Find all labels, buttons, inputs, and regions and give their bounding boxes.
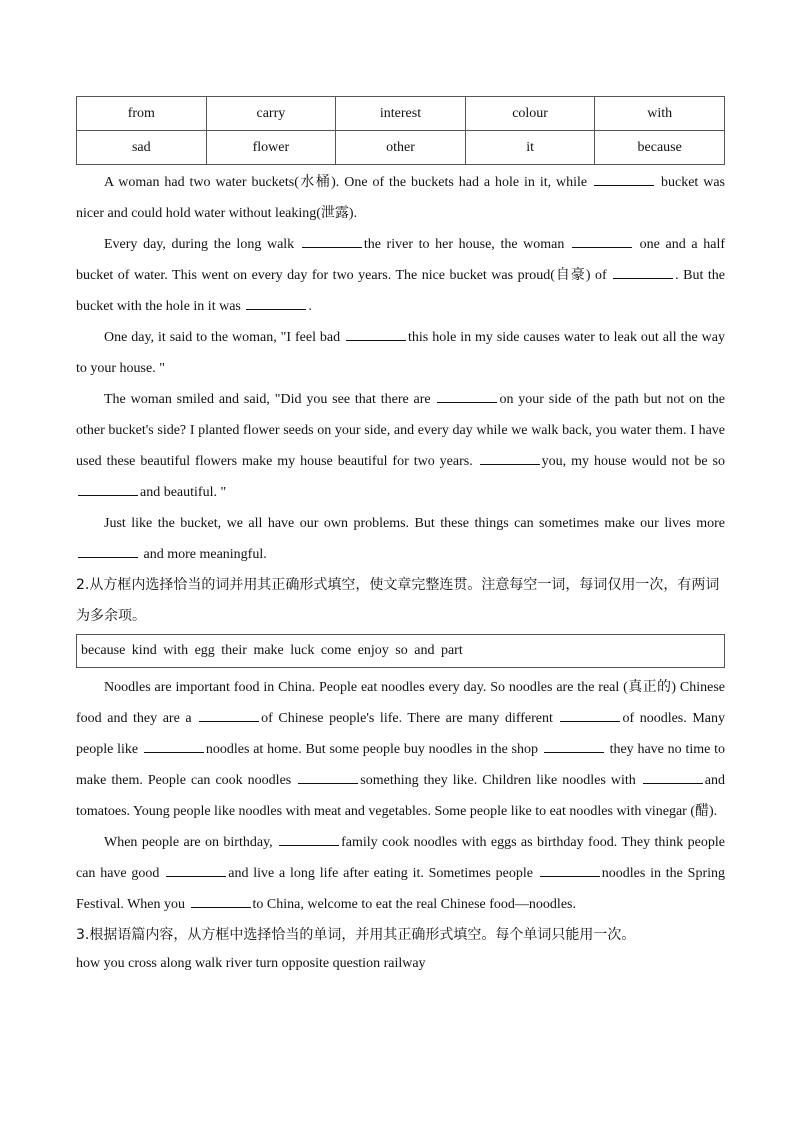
answer-blank[interactable] — [572, 233, 632, 248]
q1-paragraph-2 — [76, 229, 725, 322]
answer-blank[interactable] — [279, 831, 339, 846]
text-run: you, my house would not be so — [541, 454, 725, 469]
text-run: of noodles. Many people like — [76, 711, 725, 757]
text-run: The woman smiled and said, "Did you see that there are — [104, 392, 436, 407]
text-run: One day, it said to the woman, "I feel bad — [104, 330, 345, 345]
word-bank-table — [76, 96, 725, 165]
q2-options-box: because kind with egg their make luck come enjoy so and part — [76, 634, 725, 668]
text-run: they have no time to make them. People can cook noodles — [76, 742, 725, 788]
q2-heading: 2.从方框内选择恰当的词并用其正确形式填空，使文章完整连贯。注意每空一词，每词仅用一次，有两词为多余项。 — [76, 577, 720, 624]
text-run: noodles in the Spring Festival. When you — [76, 866, 725, 912]
answer-blank[interactable] — [166, 862, 226, 877]
text-run: something they like. Children like noodles with — [360, 773, 641, 788]
text-run: on your side of the path but not on the other bucket's side? I planted flower seeds on your side, and every day while we walk back, you water them. I have used these beautiful flowers make my house beautiful for two years. — [76, 392, 725, 469]
text-run: and more meaningful. — [140, 547, 267, 562]
answer-blank[interactable] — [594, 171, 654, 186]
word-cell: it — [465, 131, 595, 165]
text-run: Noodles are important food in China. People eat noodles every day. So noodles are the real (真正的) Chinese food and they are a — [76, 680, 725, 726]
answer-blank[interactable] — [144, 738, 204, 753]
text-run: When people are on birthday, — [104, 835, 278, 850]
table-row — [77, 97, 725, 131]
answer-blank[interactable] — [199, 707, 259, 722]
text-run: to China, welcome to eat the real Chinese food—noodles. — [252, 897, 576, 912]
text-run: noodles at home. But some people buy noodles in the shop — [205, 742, 542, 757]
text-run: . But the bucket with the hole in it was — [76, 268, 725, 314]
table-row — [77, 131, 725, 165]
word-cell: because — [595, 131, 725, 165]
answer-blank[interactable] — [298, 769, 358, 784]
text-run: the river to her house, the woman — [363, 237, 571, 252]
answer-blank[interactable] — [480, 450, 540, 465]
word-cell: colour — [465, 97, 595, 131]
answer-blank[interactable] — [191, 893, 251, 908]
text-run: . — [308, 299, 312, 314]
text-run: Every day, during the long walk — [104, 237, 300, 252]
q1-paragraph-3 — [76, 322, 725, 384]
text-run: bucket was nicer and could hold water without leaking(泄露). — [76, 175, 726, 221]
answer-blank[interactable] — [437, 388, 497, 403]
answer-blank[interactable] — [302, 233, 362, 248]
q3-heading: 3.根据语篇内容，从方框中选择恰当的单词，并用其正确形式填空。每个单词只能用一次。 — [76, 927, 636, 943]
q3-word-list: how you cross along walk river turn opposite question railway — [76, 956, 426, 971]
answer-blank[interactable] — [540, 862, 600, 877]
text-run: this hole in my side causes water to leak out all the way to your house. " — [76, 330, 725, 376]
text-run: of Chinese people's life. There are many different — [261, 711, 559, 726]
word-cell: from — [77, 97, 207, 131]
answer-blank[interactable] — [643, 769, 703, 784]
word-cell: with — [595, 97, 725, 131]
text-run: Just like the bucket, we all have our own problems. But these things can sometimes make our lives more — [104, 516, 725, 531]
word-cell: other — [336, 131, 466, 165]
worksheet-page — [76, 96, 725, 977]
text-run: family cook noodles with eggs as birthday food. They think people can have good — [76, 835, 725, 881]
word-cell: sad — [77, 131, 207, 165]
answer-blank[interactable] — [560, 707, 620, 722]
text-run: one and a half bucket of water. This went on every day for two years. The nice bucket was proud(自豪) of — [76, 237, 725, 283]
answer-blank[interactable] — [613, 264, 673, 279]
text-run: and beautiful. " — [140, 485, 227, 500]
answer-blank[interactable] — [346, 326, 406, 341]
q1-paragraph-4 — [76, 384, 725, 508]
text-run: and live a long life after eating it. Sometimes people — [228, 866, 538, 881]
q1-paragraph-1 — [76, 167, 725, 229]
word-cell: interest — [336, 97, 466, 131]
answer-blank[interactable] — [78, 481, 138, 496]
q2-paragraph-2 — [76, 827, 725, 920]
q1-paragraph-5 — [76, 508, 725, 570]
answer-blank[interactable] — [544, 738, 604, 753]
word-cell: carry — [206, 97, 336, 131]
word-cell: flower — [206, 131, 336, 165]
q2-paragraph-1 — [76, 672, 725, 827]
answer-blank[interactable] — [246, 295, 306, 310]
text-run: A woman had two water buckets(水桶). One of the buckets had a hole in it, while — [104, 175, 593, 190]
answer-blank[interactable] — [78, 543, 138, 558]
text-run: and tomatoes. Young people like noodles with meat and vegetables. Some people like to eat noodles with vinegar (醋). — [76, 773, 726, 819]
